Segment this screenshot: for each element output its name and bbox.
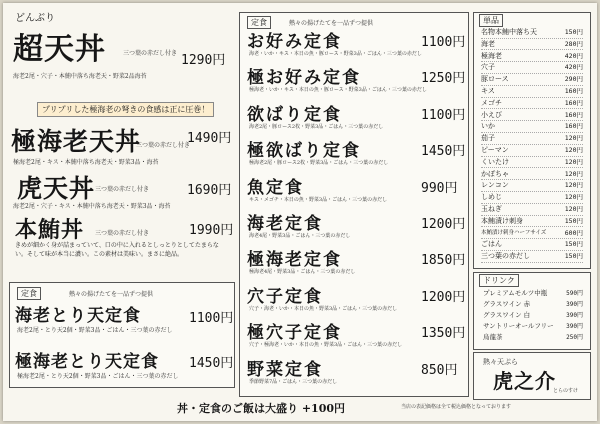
- item-price: 150円: [564, 240, 583, 249]
- item-name: 海老: [481, 39, 495, 48]
- item-description: 海老2尾・穴子・本鮪中落ち海老天・野菜2品海苔: [13, 73, 147, 80]
- donburi-category: どんぶり: [15, 13, 55, 24]
- item-description: 極海老2尾・キス・本鮪中落ち海老天・野菜3品・海苔: [13, 159, 159, 166]
- item-price: 160円: [564, 87, 583, 95]
- item-name: 欲ばり定食: [247, 104, 342, 125]
- item-price: 120円: [564, 181, 583, 190]
- item-name: お好み定食: [247, 32, 342, 52]
- item-price: 150円: [564, 28, 583, 36]
- donburi-note: きめが細かく身が詰まっていて、口の中に入れるとしっとりとしてたまらない。そして味が本当に濃い。この素材は美味い。まさに絶品。: [15, 242, 219, 258]
- list-item: [483, 310, 583, 321]
- item-name: 極海老天丼: [11, 127, 142, 156]
- item-description: 極海老2尾・とり天2個・野菜3品・ごはん・三つ葉の赤だし: [17, 373, 179, 380]
- item-name: サントリーオールフリー: [483, 322, 554, 330]
- item-price: 120円: [564, 157, 583, 166]
- item-price: 160円: [564, 110, 583, 119]
- item-name: グラスワイン 白: [483, 311, 531, 319]
- list-item: [481, 51, 583, 63]
- list-item: [481, 133, 583, 145]
- item-name: グラスワイン 赤: [483, 300, 531, 308]
- item-price: 390円: [566, 323, 583, 330]
- item-price: 120円: [564, 134, 583, 143]
- item-price: 1200円: [421, 289, 466, 305]
- item-name: いか: [481, 122, 495, 131]
- item-description: 極海老2尾・豚ロース2枚・野菜3品・ごはん・三つ葉の赤だし: [249, 160, 389, 167]
- item-price: 990円: [421, 180, 458, 196]
- item-price: 600円: [564, 228, 583, 237]
- tanpin-tag: 単品: [479, 14, 503, 27]
- item-price: 850円: [421, 362, 458, 378]
- item-description: 海老2尾・豚ロース2枚・野菜3品・ごはん・三つ葉の赤だし: [249, 123, 384, 130]
- item-price: 160円: [564, 98, 583, 107]
- item-price: 390円: [566, 301, 583, 308]
- item-description: 季節野菜7品・ごはん・三つ葉の赤だし: [249, 378, 338, 385]
- item-name: 穴子定食: [247, 286, 323, 307]
- item-price: 420円: [564, 51, 583, 60]
- teishoku-header: 熱々の揚げたてを一品ずつ提供: [289, 20, 374, 27]
- item-name: 極海老定食: [247, 250, 342, 271]
- logo-name: 虎之介: [493, 369, 556, 393]
- list-item: [481, 180, 583, 192]
- item-name: ピーマン: [481, 146, 509, 154]
- item-price: 1490円: [187, 131, 232, 146]
- item-price: 1100円: [421, 35, 466, 50]
- item-description: 海老2尾・とり天2個・野菜3品・ごはん・三つ葉の赤だし: [17, 327, 173, 334]
- item-name: 魚定食: [247, 177, 304, 198]
- footer-note: 丼・定食のご飯は大盛り +100円: [177, 402, 346, 415]
- item-price: 1690円: [187, 183, 232, 198]
- item-subtitle: 三つ葉の赤だし付き: [95, 230, 150, 237]
- list-item: [483, 332, 583, 343]
- item-price: 590円: [566, 290, 583, 297]
- item-name: 極穴子定食: [247, 323, 342, 344]
- item-price: 1200円: [421, 217, 466, 232]
- item-name: プレミアムモルツ中瓶: [483, 289, 548, 297]
- list-item: [481, 169, 583, 181]
- item-name: 野菜定食: [247, 359, 323, 380]
- item-price: 1100円: [189, 311, 234, 326]
- item-price: 120円: [564, 205, 583, 213]
- list-item: [481, 228, 583, 240]
- item-name: レンコン: [481, 181, 509, 190]
- item-subtitle: 三つ葉の赤だし付き: [136, 142, 191, 149]
- logo-subtitle: とらのすけ: [553, 388, 579, 394]
- item-description: 穴子・海老・いか・本日の魚・野菜3品・ごはん・三つ葉の赤だし: [249, 305, 398, 312]
- list-item: [481, 39, 583, 51]
- item-name: 本鮪丼: [15, 217, 85, 243]
- item-name: しめじ: [481, 193, 502, 202]
- item-name: 小えび: [481, 110, 502, 119]
- item-description: 海老・いか・キス・本日の魚・豚ロース・野菜3品・ごはん・三つ葉の赤だし: [249, 51, 422, 57]
- item-description: キス・メゴチ・本日の魚・野菜3品・ごはん・三つ葉の赤だし: [249, 196, 388, 203]
- item-name: キス: [481, 87, 495, 95]
- item-subtitle: 三つ葉の赤だし付き: [95, 186, 150, 193]
- list-item: [481, 62, 583, 74]
- item-description: 海老2尾・穴子・キス・本鮪中落ち海老天・野菜3品・海苔: [13, 203, 171, 210]
- item-name: くいたけ: [481, 157, 509, 166]
- list-item: [481, 251, 583, 263]
- item-name: かぼちゃ: [481, 169, 509, 178]
- list-item: [481, 121, 583, 133]
- item-name: 極お好み定食: [247, 68, 361, 89]
- logo-top: 熱々天ぷら: [483, 358, 518, 366]
- item-name: 玉ねぎ: [481, 205, 502, 213]
- item-price: 390円: [566, 312, 583, 319]
- list-item: [481, 110, 583, 122]
- drink-list: [473, 288, 589, 346]
- footer-small: 当店の表記価格は全て税込価格となっております: [401, 404, 512, 410]
- list-item: [481, 74, 583, 86]
- list-item: [481, 216, 583, 228]
- row-divider: [481, 262, 583, 263]
- item-name: 茄子: [481, 134, 495, 143]
- item-price: 1250円: [421, 71, 466, 87]
- list-item: [481, 204, 583, 216]
- item-price: 150円: [564, 216, 583, 225]
- item-description: 極海老・いか・キス・本日の魚・豚ロース・野菜3品・ごはん・三つ葉の赤だし: [249, 87, 427, 94]
- list-item: [483, 288, 583, 299]
- item-description: 極海老4尾・野菜3品・ごはん・三つ葉の赤だし: [249, 269, 356, 276]
- item-subtitle: 三つ葉の赤だし付き: [123, 50, 178, 57]
- item-price: 120円: [564, 146, 583, 154]
- item-price: 1450円: [421, 144, 466, 160]
- highlight-banner: プリプリした極海老の弩きの食感は正に圧巻！: [37, 102, 214, 117]
- item-price: 250円: [566, 334, 583, 341]
- item-price: 120円: [564, 169, 583, 178]
- list-item: [481, 27, 583, 39]
- list-item: [481, 145, 583, 157]
- item-name: 烏龍茶: [483, 333, 503, 341]
- list-item: [481, 157, 583, 169]
- tanpin-list: [473, 27, 589, 265]
- item-price: 160円: [564, 122, 583, 131]
- item-name: 豚ロース: [481, 75, 509, 84]
- item-price: 290円: [564, 75, 583, 84]
- drink-tag: ドリンク: [479, 274, 519, 287]
- item-price: 1290円: [181, 53, 226, 68]
- item-price: 1350円: [421, 326, 466, 342]
- list-item: [481, 239, 583, 251]
- item-price: 1990円: [189, 223, 234, 238]
- item-description: 穴子・極海老・いか・本日の魚・野菜3品・ごはん・三つ葉の赤だし: [249, 342, 403, 349]
- item-name: 名物本鮪中落ち天: [481, 28, 537, 36]
- item-price: 280円: [564, 39, 583, 48]
- item-name: 極欲ばり定食: [247, 141, 361, 162]
- teishoku-left-tag: 定食: [17, 287, 41, 300]
- item-name: 極海老とり天定食: [15, 352, 159, 372]
- teishoku-tag: 定食: [247, 16, 271, 29]
- item-price: 150円: [564, 252, 583, 261]
- item-price: 420円: [564, 63, 583, 72]
- item-description: 海老4尾・野菜3品・ごはん・三つ葉の赤だし: [249, 233, 351, 239]
- item-name: 本鮪漬け刺身: [481, 216, 523, 225]
- list-item: [483, 321, 583, 332]
- item-name: 超天丼: [13, 32, 106, 67]
- item-name: 極海老: [481, 51, 502, 60]
- list-item: [481, 98, 583, 110]
- item-name: 三つ葉の赤だし: [481, 252, 530, 261]
- list-item: [483, 299, 583, 310]
- item-price: 1100円: [421, 107, 466, 123]
- item-name: 海老定食: [247, 214, 323, 234]
- teishoku-left-header: 熱々の揚げたてを一品ずつ提供: [69, 291, 154, 298]
- item-name: 穴子: [481, 63, 495, 72]
- item-price: 1850円: [421, 253, 466, 269]
- item-name: メゴチ: [481, 98, 502, 107]
- item-price: 1450円: [189, 356, 234, 371]
- item-name: 虎天丼: [17, 174, 96, 203]
- item-name: 本鮪漬け刺身ハーフサイズ: [481, 229, 547, 236]
- item-name: ごはん: [481, 240, 502, 249]
- menu-board: [3, 3, 597, 421]
- list-item: [481, 192, 583, 204]
- item-price: 120円: [564, 193, 583, 202]
- list-item: [481, 86, 583, 98]
- item-name: 海老とり天定食: [15, 306, 141, 326]
